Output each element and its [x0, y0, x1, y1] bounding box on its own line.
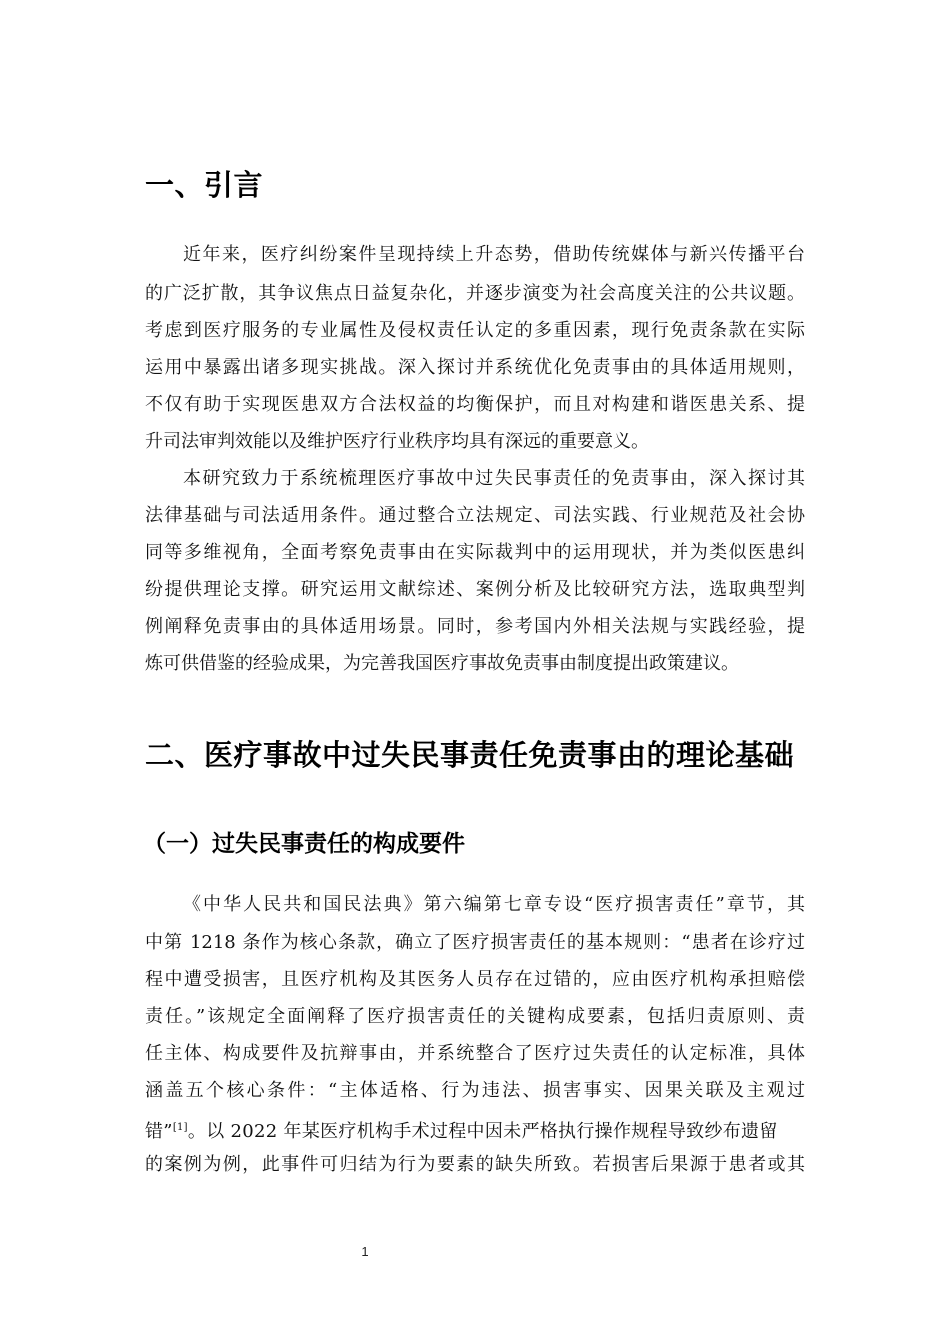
paragraph-line: 本研究致力于系统梳理医疗事故中过失民事责任的免责事由，深入探讨其 — [183, 468, 805, 489]
page-number: 1 — [361, 1244, 369, 1259]
paragraph-line: 《中华人民共和国民法典》第六编第七章专设“医疗损害责任”章节，其 — [183, 894, 805, 915]
paragraph-line: 程中遭受损害，且医疗机构及其医务人员存在过错的，应由医疗机构承担赔偿 — [145, 969, 805, 990]
text-before-citation: 错” — [145, 1121, 173, 1142]
paragraph-line: 的案例为例，此事件可归结为行为要素的缺失所致。若损害后果源于患者或其 — [145, 1154, 805, 1175]
paragraph-line: 例阐释免责事由的具体适用场景。同时，参考国内外相关法规与实践经验，提 — [145, 616, 805, 637]
paragraph-line: 责任。”该规定全面阐释了医疗损害责任的关键构成要素，包括归责原则、责 — [145, 1006, 805, 1027]
section-heading-introduction: 一、引言 — [145, 168, 264, 202]
paragraph-line: 任主体、构成要件及抗辩事由，并系统整合了医疗过失责任的认定标准，具体 — [145, 1043, 805, 1064]
paragraph-line: 升司法审判效能以及维护医疗行业秩序均具有深远的重要意义。 — [145, 431, 649, 452]
paragraph-line: 近年来，医疗纠纷案件呈现持续上升态势，借助传统媒体与新兴传播平台 — [183, 244, 805, 265]
paragraph-line-with-citation — [145, 1117, 805, 1142]
paragraph-line: 纷提供理论支撑。研究运用文献综述、案例分析及比较研究方法，选取典型判 — [145, 579, 805, 600]
section-heading-theory: 二、医疗事故中过失民事责任免责事由的理论基础 — [145, 738, 795, 772]
paragraph-line: 中第 1218 条作为核心条款，确立了医疗损害责任的基本规则：“患者在诊疗过 — [145, 932, 805, 953]
paragraph-line: 涵盖五个核心条件：“主体适格、行为违法、损害事实、因果关联及主观过 — [145, 1080, 805, 1101]
paragraph-line: 同等多维视角，全面考察免责事由在实际裁判中的运用现状，并为类似医患纠 — [145, 542, 805, 563]
text-after-citation: 。以 2022 年某医疗机构手术过程中因未严格执行操作规程导致纱布遗留 — [187, 1121, 778, 1142]
citation-reference[interactable]: [1] — [172, 1122, 188, 1133]
subsection-heading: （一）过失民事责任的构成要件 — [143, 831, 465, 857]
paragraph-line: 考虑到医疗服务的专业属性及侵权责任认定的多重因素，现行免责条款在实际 — [145, 320, 805, 341]
paragraph-line: 法律基础与司法适用条件。通过整合立法规定、司法实践、行业规范及社会协 — [145, 505, 805, 526]
paragraph-line: 炼可供借鉴的经验成果，为完善我国医疗事故免责事由制度提出政策建议。 — [145, 653, 739, 674]
paragraph-line: 运用中暴露出诸多现实挑战。深入探讨并系统优化免责事由的具体适用规则， — [145, 357, 805, 378]
paragraph-line: 不仅有助于实现医患双方合法权益的均衡保护，而且对构建和谐医患关系、提 — [145, 394, 805, 415]
paragraph-line: 的广泛扩散，其争议焦点日益复杂化，并逐步演变为社会高度关注的公共议题。 — [145, 283, 805, 304]
